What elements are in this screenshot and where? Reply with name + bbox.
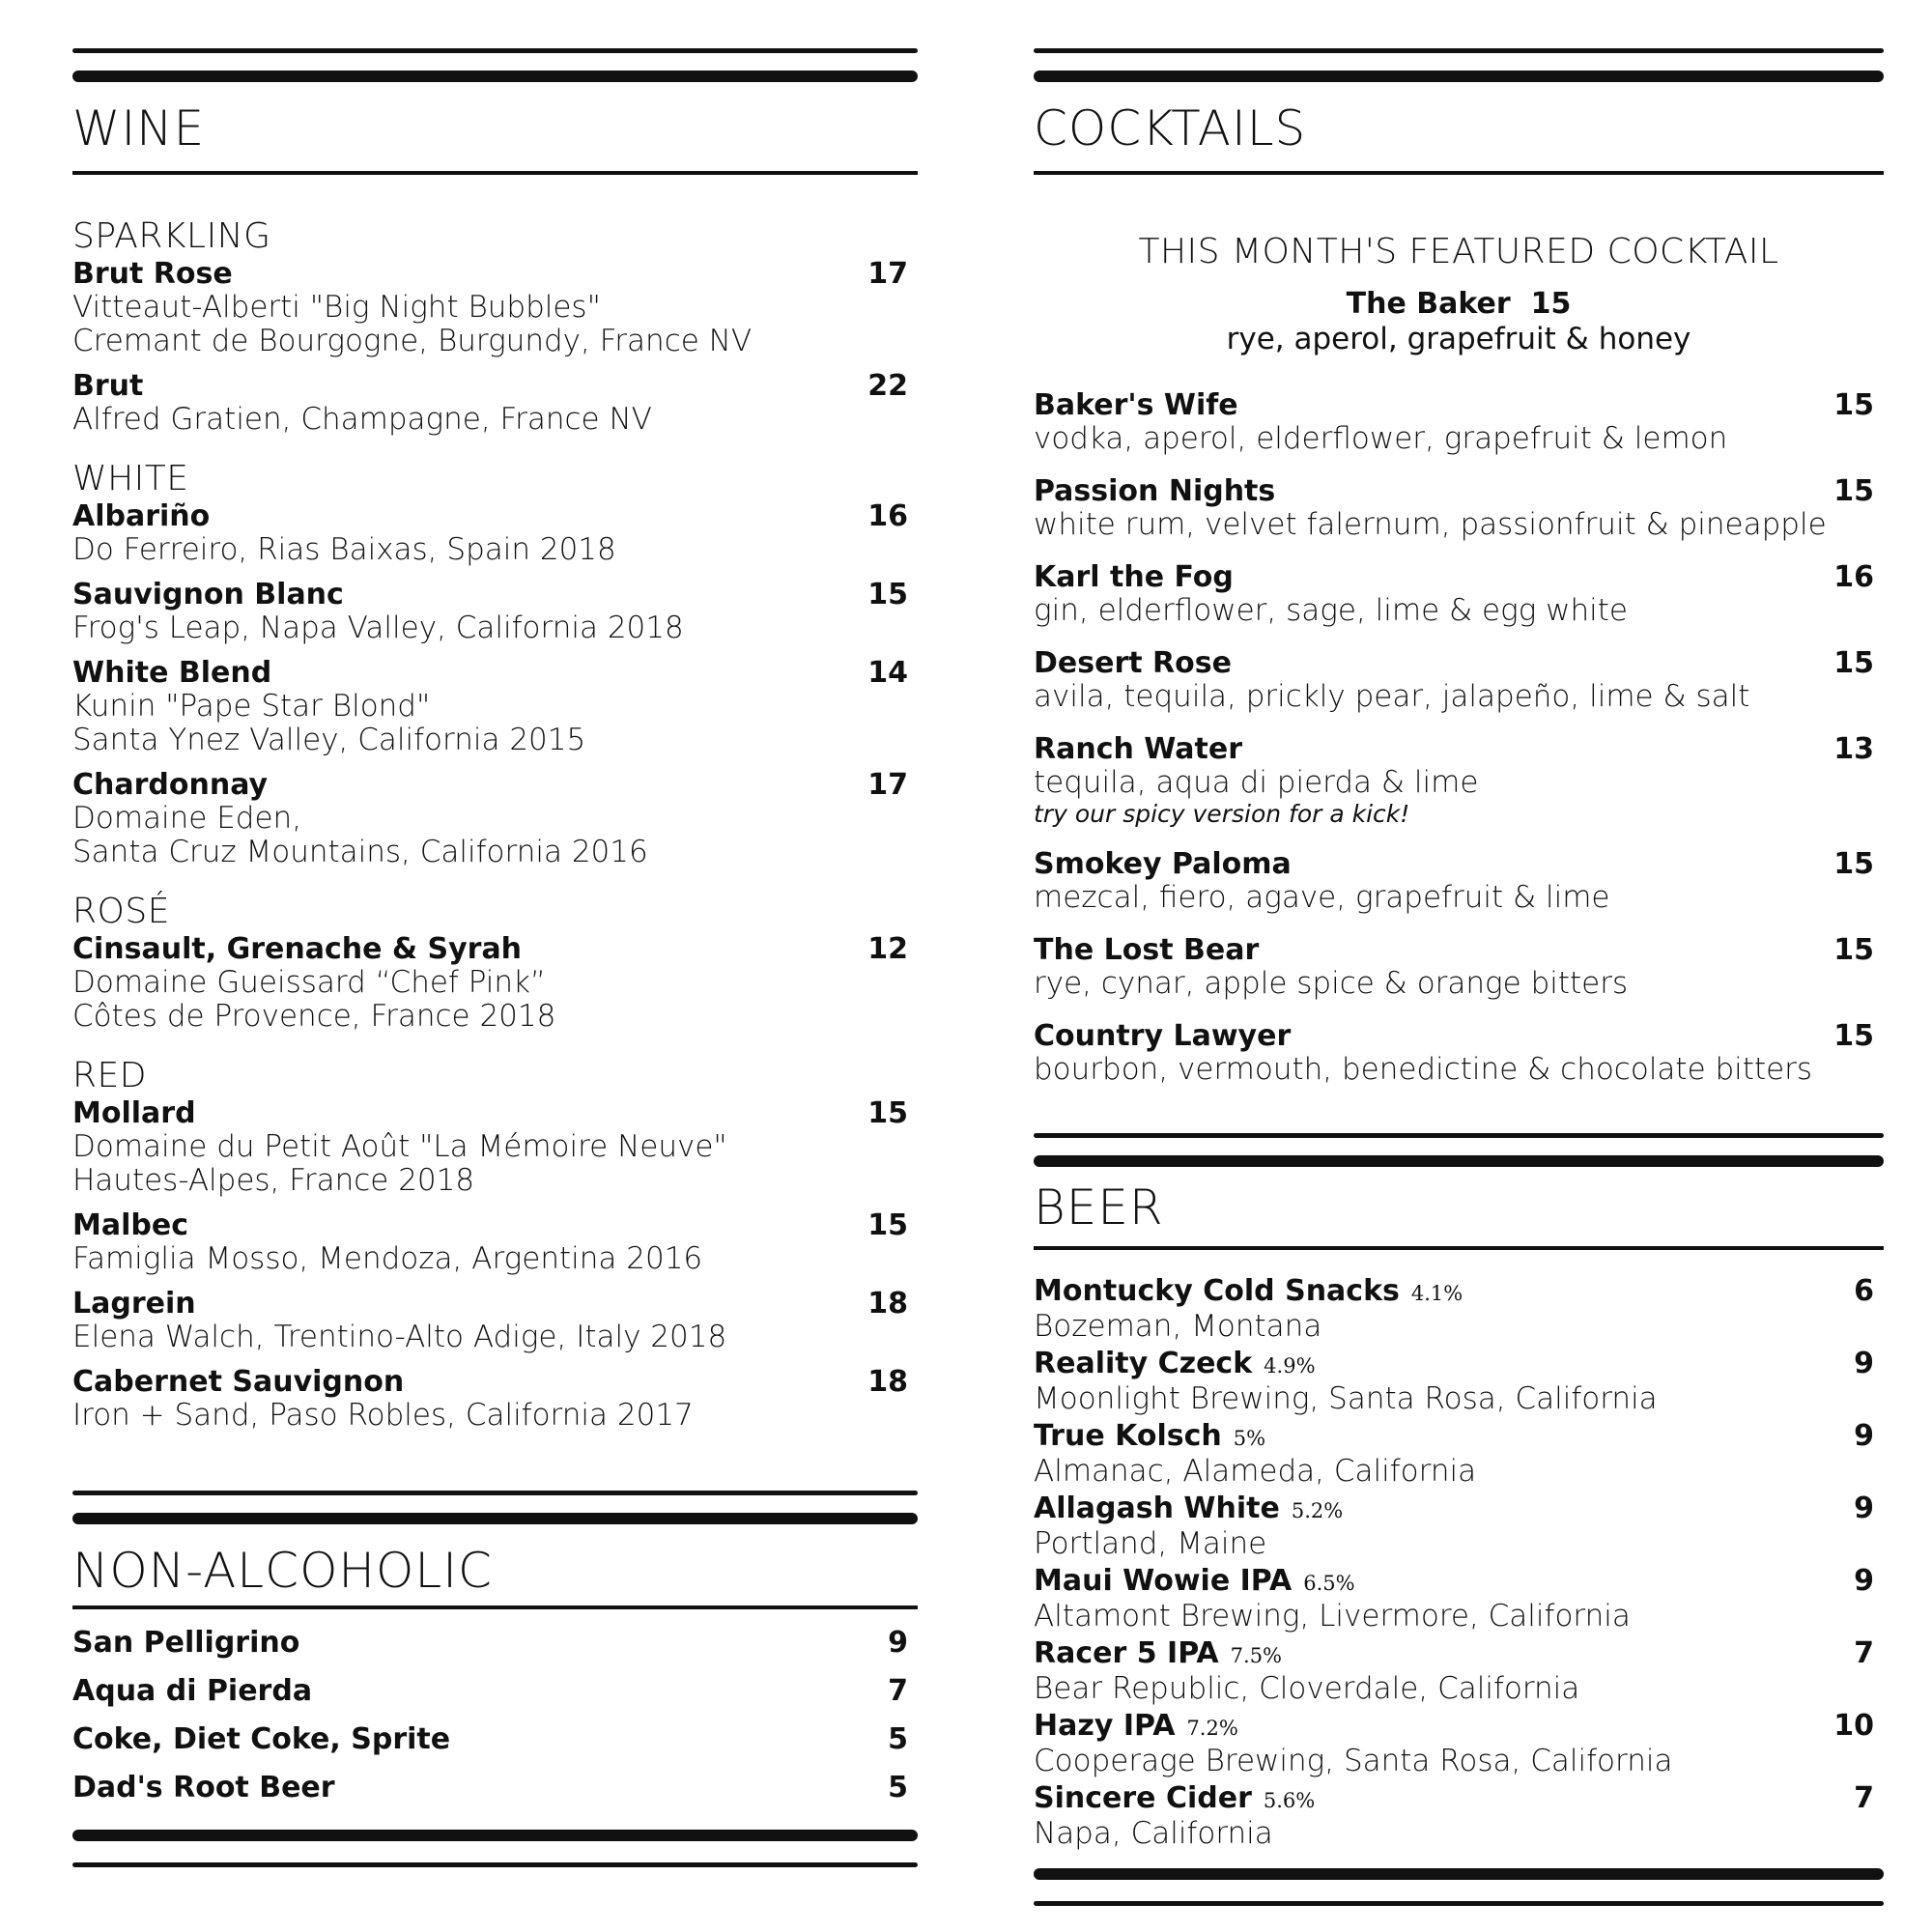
left-column	[72, 0, 918, 1867]
wine-item	[72, 370, 918, 437]
beer-item-price: 9	[1854, 1492, 1874, 1525]
cocktails-title: COCKTAILS	[1034, 100, 1307, 156]
divider-top-thin	[72, 48, 918, 53]
wine-item-name: Chardonnay	[72, 768, 269, 802]
wine-item-price: 15	[867, 1096, 908, 1130]
wine-item-price: 14	[867, 656, 908, 690]
beer-item-header	[1034, 1492, 1884, 1527]
cocktail-item-price: 13	[1833, 732, 1874, 766]
cocktail-item-name: Ranch Water	[1034, 732, 1243, 766]
cocktail-item-description: rye, cynar, apple spice & orange bitters	[1034, 966, 1629, 1001]
divider-bottom-thin	[72, 1862, 918, 1867]
wine-item-description: Santa Ynez Valley, California 2015	[72, 723, 586, 757]
wine-item-header	[72, 1097, 918, 1130]
wine-item-description: Famiglia Mosso, Mendoza, Argentina 2016	[72, 1241, 703, 1276]
beer-item	[1034, 1492, 1884, 1561]
beer-item-title	[1034, 1637, 1282, 1672]
nonalcoholic-item	[72, 1627, 918, 1660]
wine-item	[72, 579, 918, 645]
beer-item-title	[1034, 1348, 1316, 1382]
beer-item-description: Cooperage Brewing, Santa Rosa, California	[1034, 1744, 1673, 1778]
beer-item-name: Sincere Cider	[1034, 1781, 1252, 1815]
beer-item-title	[1034, 1420, 1265, 1455]
divider-top-thick	[1034, 71, 1884, 82]
beer-title: BEER	[1034, 1179, 1164, 1236]
beer-item-abv: 7.5%	[1230, 1644, 1283, 1667]
wine-item-header	[72, 1209, 918, 1242]
divider-nonalc-thin	[72, 1491, 918, 1495]
right-column	[1034, 0, 1884, 1906]
cocktail-item	[1034, 389, 1884, 456]
beer-item-price: 7	[1854, 1781, 1874, 1815]
nonalcoholic-item	[72, 1675, 918, 1708]
beer-list	[1034, 1275, 1884, 1851]
beer-title-underline	[1034, 1246, 1884, 1250]
wine-item-header	[72, 657, 918, 690]
cocktail-item-description: avila, tequila, prickly pear, jalapeño, lime & salt	[1034, 679, 1750, 714]
beer-item-price: 9	[1854, 1419, 1874, 1453]
nonalcoholic-item-name: Aqua di Pierda	[72, 1674, 313, 1708]
beer-item-description: Almanac, Alameda, California	[1034, 1454, 1477, 1489]
cocktail-item	[1034, 934, 1884, 1001]
wine-item-description: Domaine du Petit Août "La Mémoire Neuve"	[72, 1129, 727, 1164]
beer-item-title	[1034, 1565, 1355, 1600]
beer-item-name: Reality Czeck	[1034, 1347, 1253, 1380]
wine-item-header	[72, 1288, 918, 1321]
nonalcoholic-item-name: San Pelligrino	[72, 1626, 300, 1660]
cocktail-item-description: bourbon, vermouth, benedictine & chocolate bitters	[1034, 1052, 1813, 1087]
wine-item-name: Albariño	[72, 499, 211, 533]
wine-item-name: Brut	[72, 369, 144, 403]
nonalcoholic-item-price: 9	[888, 1626, 908, 1660]
wine-item-name: Mollard	[72, 1096, 196, 1130]
wine-item-description: Kunin "Pape Star Blond"	[72, 689, 431, 724]
divider-top-thick	[72, 71, 918, 82]
beer-item-header	[1034, 1348, 1884, 1382]
wine-item	[72, 1366, 918, 1433]
wine-title: WINE	[72, 100, 206, 156]
cocktail-item-price: 15	[1833, 933, 1874, 967]
beer-item-abv: 5.6%	[1263, 1789, 1316, 1812]
cocktail-item-header	[1034, 934, 1884, 967]
wine-item-description: Frog's Leap, Napa Valley, California 2018	[72, 611, 684, 645]
beer-item-header	[1034, 1710, 1884, 1745]
cocktails-title-underline	[1034, 171, 1884, 175]
wine-item	[72, 933, 918, 1034]
beer-item	[1034, 1637, 1884, 1706]
cocktail-item-header	[1034, 848, 1884, 881]
beer-item	[1034, 1275, 1884, 1344]
wine-item-name: Cabernet Sauvignon	[72, 1365, 405, 1399]
wine-item-description: Santa Cruz Mountains, California 2016	[72, 835, 648, 869]
divider-beer-thick	[1034, 1155, 1884, 1167]
wine-group-label: SPARKLING	[72, 216, 271, 256]
cocktail-item-name: Smokey Paloma	[1034, 847, 1292, 881]
cocktail-item-description: mezcal, fiero, agave, grapefruit & lime	[1034, 880, 1610, 915]
wine-item-header	[72, 500, 918, 533]
beer-item	[1034, 1710, 1884, 1778]
wine-item	[72, 500, 918, 567]
cocktail-item-description: white rum, velvet falernum, passionfruit & pineapple	[1034, 507, 1827, 542]
nonalcoholic-title: NON-ALCOHOLIC	[72, 1543, 493, 1599]
beer-item-title	[1034, 1782, 1315, 1817]
cocktail-item-header	[1034, 561, 1884, 594]
wine-item-price: 22	[867, 369, 908, 403]
wine-item-description: Hautes-Alpes, France 2018	[72, 1163, 475, 1198]
cocktail-item-price: 15	[1833, 388, 1874, 422]
divider-top-thin	[1034, 48, 1884, 53]
beer-item-description: Bozeman, Montana	[1034, 1309, 1322, 1344]
beer-item-title	[1034, 1710, 1238, 1745]
divider-bottom-thick	[1034, 1868, 1884, 1880]
wine-item-description: Iron + Sand, Paso Robles, California 2017	[72, 1398, 694, 1433]
wine-item-description: Elena Walch, Trentino-Alto Adige, Italy 2018	[72, 1320, 727, 1354]
nonalcoholic-item-price: 7	[888, 1674, 908, 1708]
wine-item-price: 18	[867, 1365, 908, 1399]
wine-item-header	[72, 769, 918, 802]
beer-item	[1034, 1348, 1884, 1416]
cocktail-item-name: Karl the Fog	[1034, 560, 1234, 594]
cocktail-item	[1034, 561, 1884, 628]
cocktail-item-name: Baker's Wife	[1034, 388, 1238, 422]
wine-item-price: 17	[867, 768, 908, 802]
beer-item-name: Maui Wowie IPA	[1034, 1564, 1293, 1598]
beer-item-price: 6	[1854, 1274, 1874, 1308]
beer-item-description: Napa, California	[1034, 1816, 1273, 1851]
featured-cocktail	[1034, 231, 1884, 356]
wine-group-label: WHITE	[72, 459, 189, 498]
nonalcoholic-title-underline	[72, 1605, 918, 1609]
wine-item	[72, 769, 918, 869]
cocktail-item-name: Desert Rose	[1034, 646, 1232, 680]
wine-item-header	[72, 258, 918, 291]
nonalcoholic-item	[72, 1772, 918, 1804]
wine-item	[72, 657, 918, 757]
beer-item	[1034, 1565, 1884, 1634]
wine-title-underline	[72, 171, 918, 175]
wine-item	[72, 258, 918, 358]
divider-nonalc-thick	[72, 1513, 918, 1524]
featured-name: The Baker 15	[1346, 287, 1572, 321]
wine-group	[72, 458, 918, 869]
cocktail-item-description: tequila, aqua di pierda & lime	[1034, 765, 1479, 800]
beer-item	[1034, 1420, 1884, 1489]
cocktail-item	[1034, 848, 1884, 915]
cocktail-item-header	[1034, 1020, 1884, 1053]
wine-item	[72, 1097, 918, 1198]
cocktail-item-name: Country Lawyer	[1034, 1019, 1292, 1053]
beer-item-description: Portland, Maine	[1034, 1526, 1267, 1561]
cocktail-item-description: vodka, aperol, elderflower, grapefruit & lemon	[1034, 421, 1728, 456]
beer-item-abv: 7.2%	[1186, 1717, 1238, 1740]
wine-item-header	[72, 1366, 918, 1399]
wine-item-name: Lagrein	[72, 1287, 196, 1321]
wine-item-name: Cinsault, Grenache & Syrah	[72, 932, 523, 966]
beer-item-title	[1034, 1492, 1343, 1527]
wine-item-header	[72, 370, 918, 403]
beer-item-name: True Kolsch	[1034, 1419, 1222, 1453]
beer-item-name: Allagash White	[1034, 1492, 1280, 1525]
beer-item-name: Racer 5 IPA	[1034, 1636, 1219, 1670]
beer-item-price: 9	[1854, 1347, 1874, 1380]
wine-item-price: 12	[867, 932, 908, 966]
beer-item-header	[1034, 1565, 1884, 1600]
featured-description: rye, aperol, grapefruit & honey	[1226, 322, 1691, 356]
beer-item-price: 9	[1854, 1564, 1874, 1598]
wine-item-name: Malbec	[72, 1208, 188, 1242]
wine-item-description: Vitteaut-Alberti "Big Night Bubbles"	[72, 290, 601, 325]
cocktail-item-name: The Lost Bear	[1034, 933, 1260, 967]
cocktail-item-price: 15	[1833, 1019, 1874, 1053]
divider-bottom-thick	[72, 1830, 918, 1841]
nonalcoholic-item-name: Dad's Root Beer	[72, 1771, 335, 1804]
beer-item-header	[1034, 1420, 1884, 1455]
wine-item-price: 15	[867, 578, 908, 611]
cocktail-item	[1034, 733, 1884, 829]
wine-item	[72, 1209, 918, 1276]
wine-item-description: Cremant de Bourgogne, Burgundy, France NV	[72, 324, 753, 358]
featured-heading: THIS MONTH'S FEATURED COCKTAIL	[1138, 232, 1779, 271]
wine-item-description: Do Ferreiro, Rias Baixas, Spain 2018	[72, 532, 616, 567]
beer-item-header	[1034, 1782, 1884, 1817]
wine-item-header	[72, 933, 918, 966]
wine-item-description: Côtes de Provence, France 2018	[72, 999, 556, 1034]
wine-item-name: White Blend	[72, 656, 272, 690]
cocktail-item-name: Passion Nights	[1034, 474, 1276, 508]
cocktail-list	[1034, 389, 1884, 1087]
wine-item	[72, 1288, 918, 1354]
nonalcoholic-list	[72, 1627, 918, 1804]
divider-beer-thin	[1034, 1133, 1884, 1138]
divider-bottom-thin	[1034, 1901, 1884, 1906]
wine-item-name: Brut Rose	[72, 257, 233, 291]
wine-group	[72, 215, 918, 437]
wine-item-description: Domaine Gueissard “Chef Pink”	[72, 965, 546, 1000]
wine-item-description: Alfred Gratien, Champagne, France NV	[72, 402, 652, 437]
beer-item-description: Altamont Brewing, Livermore, California	[1034, 1599, 1631, 1634]
beer-item	[1034, 1782, 1884, 1851]
wine-group	[72, 891, 918, 1034]
cocktail-item-header	[1034, 647, 1884, 680]
beer-item-price: 10	[1833, 1709, 1874, 1743]
nonalcoholic-item-price: 5	[888, 1722, 908, 1756]
cocktail-item-header	[1034, 733, 1884, 766]
cocktail-item-description: gin, elderflower, sage, lime & egg white	[1034, 593, 1629, 628]
nonalcoholic-item-price: 5	[888, 1771, 908, 1804]
wine-group-label: ROSÉ	[72, 892, 170, 931]
cocktail-item-header	[1034, 475, 1884, 508]
beer-item-price: 7	[1854, 1636, 1874, 1670]
wine-item-price: 16	[867, 499, 908, 533]
beer-item-abv: 4.1%	[1410, 1282, 1463, 1305]
nonalcoholic-item	[72, 1723, 918, 1756]
beer-item-description: Bear Republic, Cloverdale, California	[1034, 1671, 1580, 1706]
beer-item-abv: 4.9%	[1264, 1354, 1316, 1378]
wine-item-header	[72, 579, 918, 611]
beer-item-header	[1034, 1637, 1884, 1672]
wine-item-description: Domaine Eden,	[72, 801, 302, 836]
beer-item-abv: 5.2%	[1291, 1499, 1344, 1522]
beer-item-abv: 5%	[1233, 1427, 1266, 1450]
cocktail-item-price: 16	[1833, 560, 1874, 594]
cocktail-item-price: 15	[1833, 646, 1874, 680]
nonalcoholic-item-name: Coke, Diet Coke, Sprite	[72, 1722, 451, 1756]
wine-list	[72, 215, 918, 1433]
beer-item-abv: 6.5%	[1303, 1572, 1355, 1595]
cocktail-item	[1034, 1020, 1884, 1087]
cocktail-item-price: 15	[1833, 847, 1874, 881]
wine-item-price: 18	[867, 1287, 908, 1321]
wine-group-label: RED	[72, 1056, 147, 1095]
wine-group	[72, 1055, 918, 1433]
wine-item-name: Sauvignon Blanc	[72, 578, 344, 611]
beer-item-title	[1034, 1275, 1463, 1310]
wine-item-price: 17	[867, 257, 908, 291]
beer-item-description: Moonlight Brewing, Santa Rosa, California	[1034, 1381, 1658, 1416]
beer-item-name: Hazy IPA	[1034, 1709, 1176, 1743]
cocktail-item	[1034, 647, 1884, 714]
cocktail-item-header	[1034, 389, 1884, 422]
cocktail-item	[1034, 475, 1884, 542]
cocktail-item-price: 15	[1833, 474, 1874, 508]
wine-item-price: 15	[867, 1208, 908, 1242]
cocktail-item-note: try our spicy version for a kick!	[1034, 800, 1410, 828]
beer-item-name: Montucky Cold Snacks	[1034, 1274, 1400, 1308]
beer-item-header	[1034, 1275, 1884, 1310]
